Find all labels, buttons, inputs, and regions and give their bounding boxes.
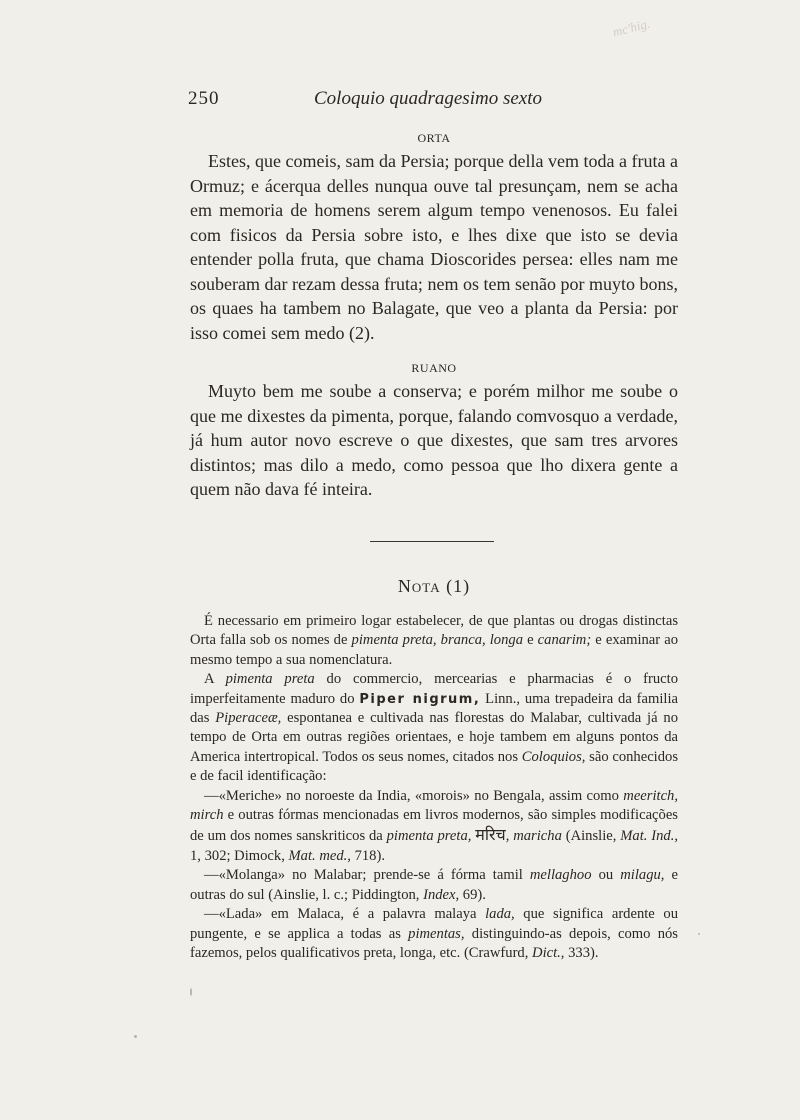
note-body [190, 612, 678, 963]
paper-speck [190, 988, 192, 996]
running-title: Coloquio quadragesimo sexto [314, 88, 542, 109]
binomial-name: Piper nigrum, [359, 691, 481, 707]
note-paragraph: —«Lada» em Malaca, é a palavra malaya lada, que significa ardente ou pungente, e se applica a todas as pimentas, distinguindo-as depois, como nós fazemos, pelos qualificativos preta, longa, etc. (Crawfurd, Dict., 333). [190, 906, 678, 961]
sanskrit-word: मरिच [475, 825, 506, 845]
note-paragraph: A pimenta preta do commercio, mercearias e pharmacias é o fructo imperfeitamente maduro do Piper nigrum, Linn., uma trepadeira da familia das Piperaceæ, espontanea e cultivada nas florestas do Malabar, cultivada já no tempo de Orta em outras regiões orientaes, e hoje tambem em alguns pontos da America intertropical. Todos os seus nomes, citados nos Coloquios, são conhecidos e de facil identificação: [190, 671, 679, 785]
paper-speck [698, 933, 700, 935]
ruano-speech: Muyto bem me soube a conserva; e porém milhor me soube o que me dixestes da pimenta, porque, falando comvosquo a verdade, já hum autor novo escreve o que dixestes, que sam tres arvores distintos; mas dilo a medo, como pessoa que lho dixera gente a quem não dava fé inteira. [190, 381, 678, 499]
note-paragraph: —«Molanga» no Malabar; prende-se á fórma tamil mellaghoo ou milagu, e outras do sul (Ainslie, l. c.; Piddington, Index, 69). [190, 867, 678, 903]
section-divider [370, 541, 494, 542]
page-number: 250 [188, 88, 220, 109]
note-title: Nota (1) [397, 576, 471, 596]
running-header [188, 88, 678, 114]
speaker-ruano: RUANO [411, 361, 457, 375]
paper-speck [134, 1035, 137, 1038]
note-paragraph: —«Meriche» no noroeste da India, «morois» no Bengala, assim como meeritch, mirch e outras fórmas mencionadas em livros modernos, são simples modificações de um dos nomes sanskriticos da pimenta preta, मरिच, maricha (Ainslie, Mat. Ind., 1, 302; Dimock, Mat. med., 718). [190, 787, 679, 864]
orta-speech: Estes, que comeis, sam da Persia; porque della vem toda a fruta a Ormuz; e ácerqua delles nunqua ouve tal presunçam, nem se acha em memoria de homens serem algum tempo venenosos. Eu falei com fisicos da Persia sobre isto, e lhes dixe que isto se devia entender polla fruta, que chama Dioscorides persea: elles nam me souberam dar rezam dessa fruta; nem os tem senão por muyto bons, os quaes ha tambem no Balagate, que veo a planta da Persia: por isso comei sem medo (2). [190, 151, 678, 343]
library-stamp: mc'hig. [611, 15, 652, 40]
speaker-orta: ORTA [417, 131, 451, 145]
note-paragraph: É necessario em primeiro logar estabelecer, de que plantas ou drogas distinctas Orta falla sob os nomes de pimenta preta, branca, longa e canarim; e examinar ao mesmo tempo a sua nomenclatura. [190, 613, 679, 668]
